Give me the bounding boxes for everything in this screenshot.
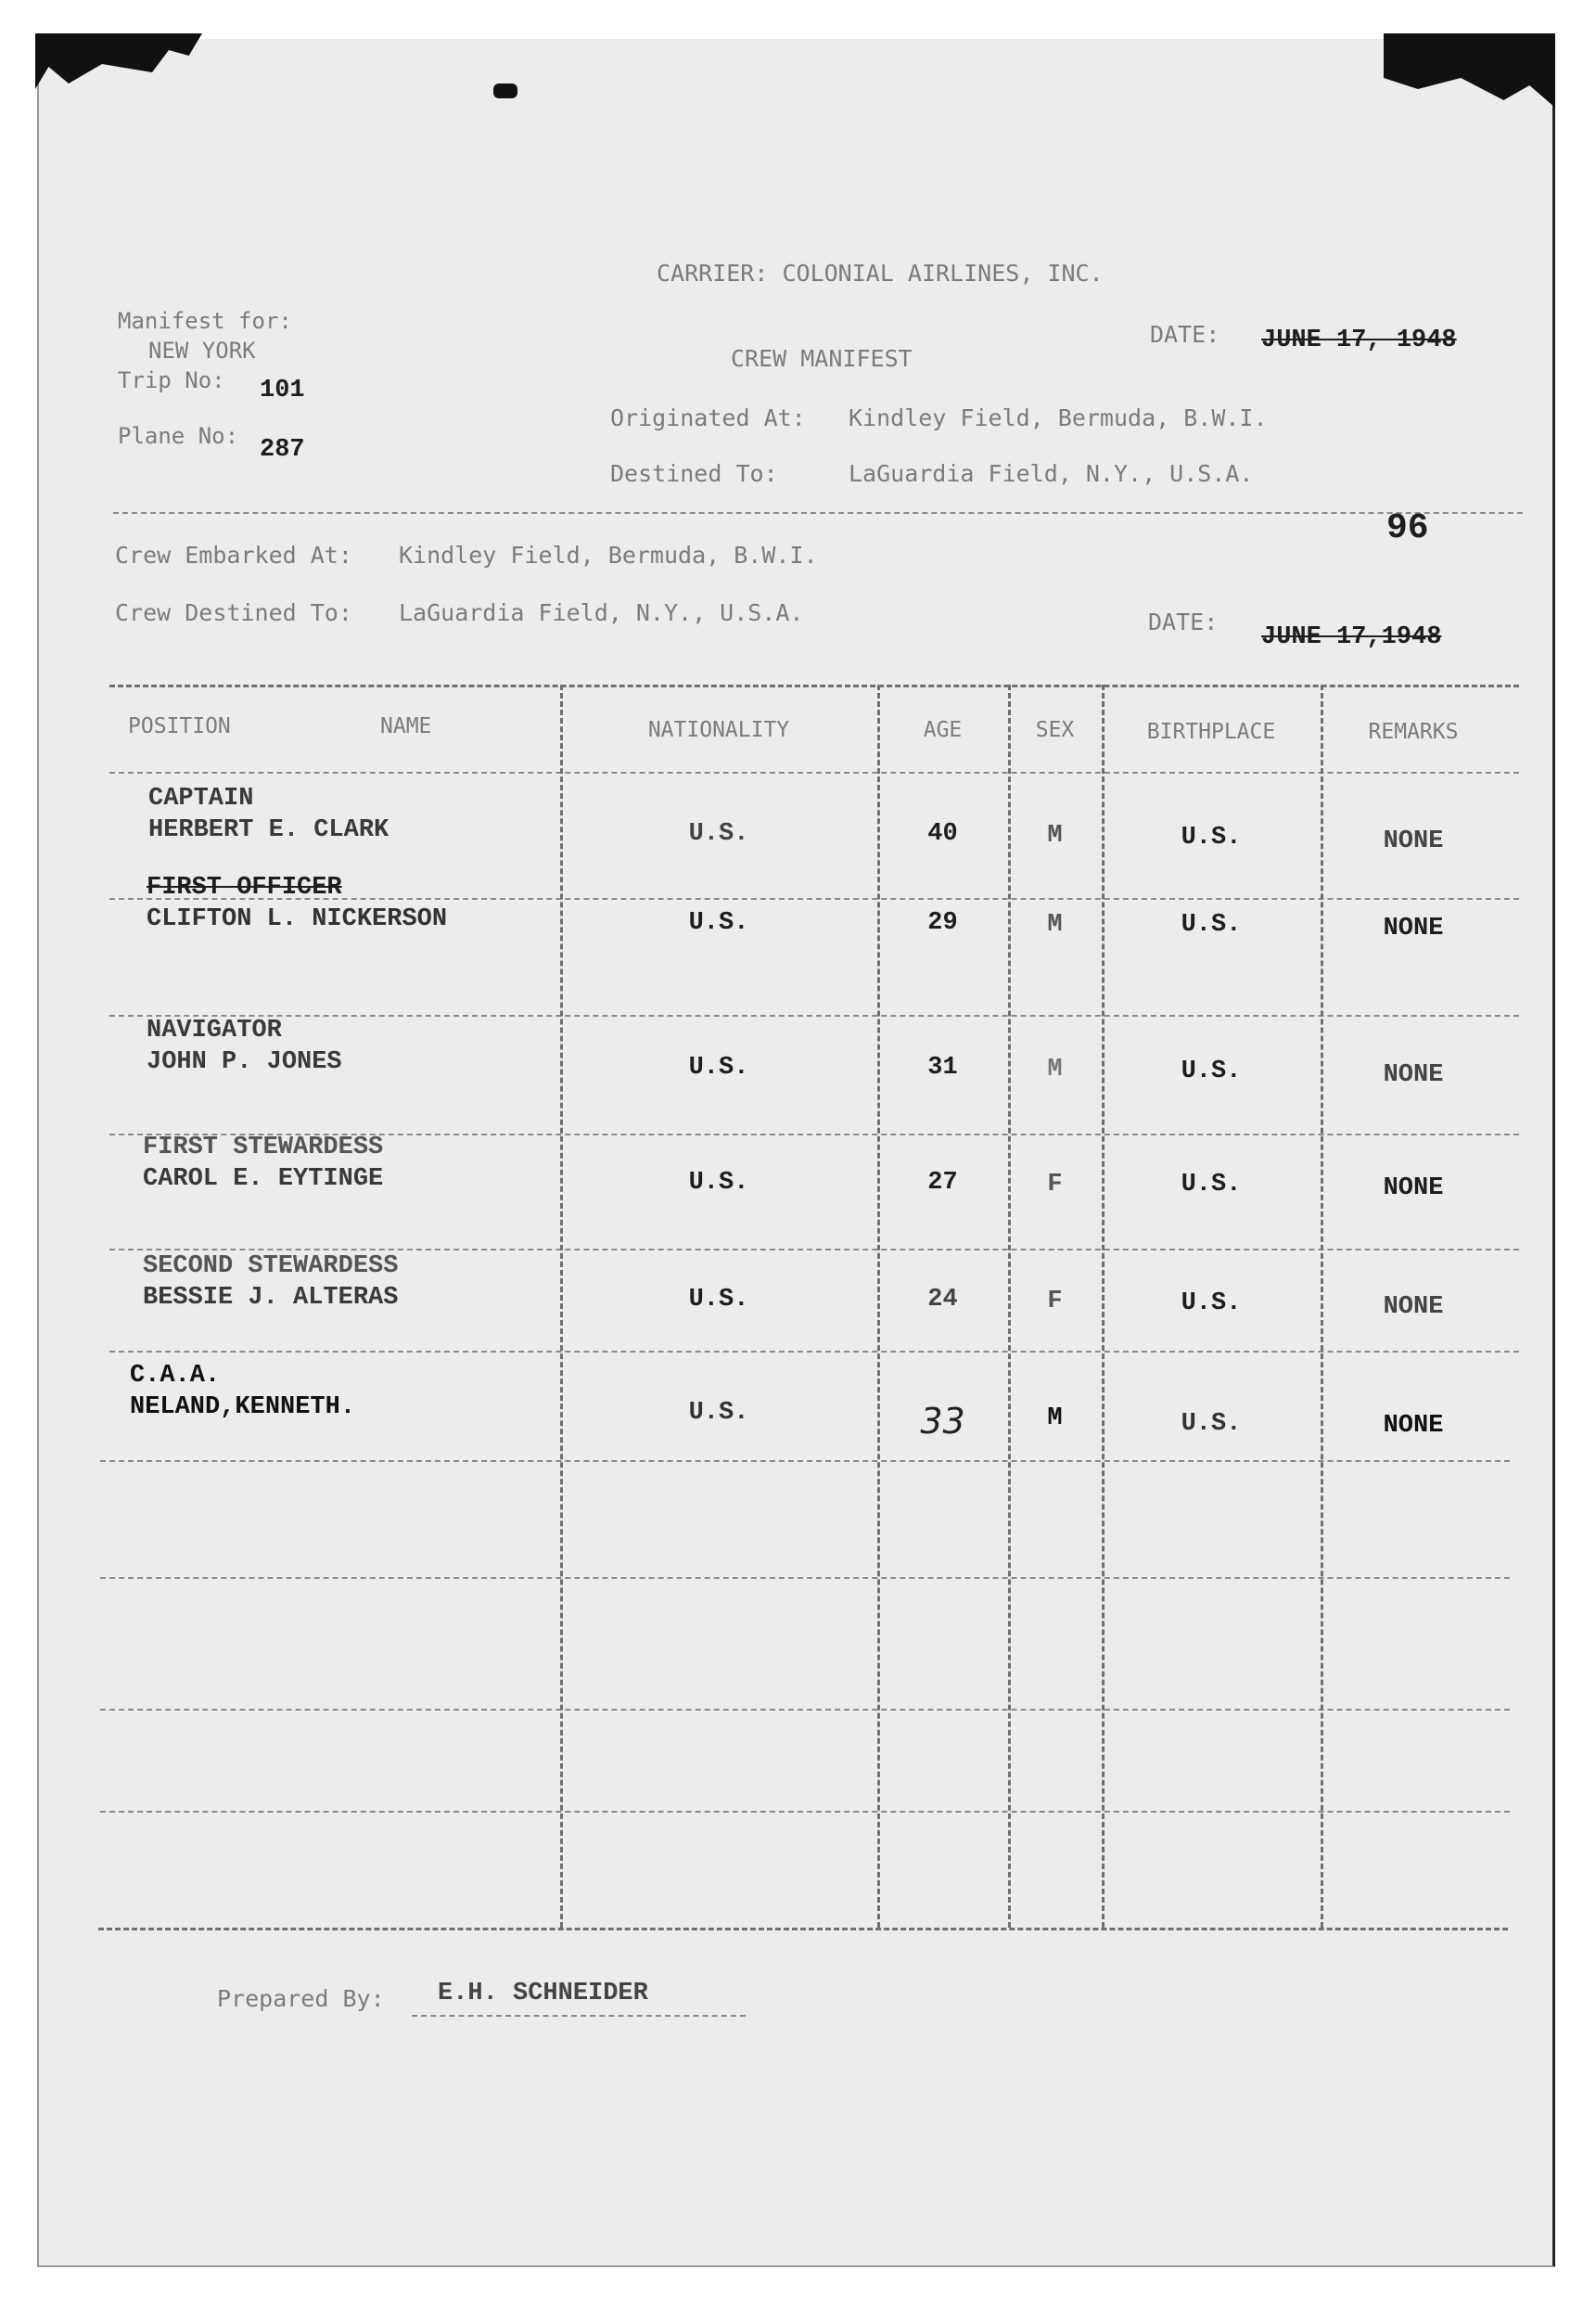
destined-label: Destined To: [610, 460, 778, 487]
date-label: DATE: [1150, 321, 1220, 348]
row-birthplace: U.S. [1181, 1058, 1242, 1085]
row-birthplace: U.S. [1181, 1171, 1242, 1199]
table-header-line [109, 772, 1519, 774]
manifest-for-value: NEW YORK [148, 338, 256, 364]
crew-destined-label: Crew Destined To: [115, 599, 352, 626]
row-remarks: NONE [1383, 1412, 1444, 1440]
header-divider [113, 512, 1523, 514]
originated-label: Originated At: [610, 404, 806, 431]
row-nationality: U.S. [688, 1399, 749, 1427]
carrier-line: CARRIER: COLONIAL AIRLINES, INC. [657, 260, 1104, 287]
row-sex: F [1047, 1171, 1063, 1199]
row-sex: M [1047, 911, 1063, 939]
scan-blot-left [35, 33, 202, 89]
row-remarks: NONE [1383, 1061, 1444, 1089]
row-age: 40 [927, 820, 958, 848]
row-line-4 [109, 1249, 1519, 1250]
crew-embarked-value: Kindley Field, Bermuda, B.W.I. [399, 542, 818, 569]
originated-value: Kindley Field, Bermuda, B.W.I. [849, 404, 1268, 431]
header-age: AGE [923, 718, 963, 742]
row-name: NELAND,KENNETH. [130, 1393, 356, 1421]
row-nationality: U.S. [688, 909, 749, 937]
row-nationality: U.S. [688, 820, 749, 848]
row-sex: M [1047, 1056, 1063, 1083]
row-position: FIRST STEWARDESS [143, 1134, 384, 1161]
signature-line [412, 2015, 746, 2017]
row-remarks: NONE [1383, 827, 1444, 855]
page-number: 96 [1386, 508, 1429, 548]
row-nationality: U.S. [688, 1169, 749, 1197]
row-line-8 [100, 1709, 1510, 1711]
row-name: JOHN P. JONES [147, 1048, 342, 1076]
row-birthplace: U.S. [1181, 824, 1242, 852]
header-remarks: REMARKS [1368, 720, 1459, 744]
row-nationality: U.S. [688, 1054, 749, 1082]
row-name: BESSIE J. ALTERAS [143, 1284, 399, 1312]
header-birthplace: BIRTHPLACE [1146, 720, 1276, 744]
row-age: 24 [927, 1286, 958, 1314]
table-top-line [109, 685, 1519, 687]
row-nationality: U.S. [688, 1286, 749, 1314]
row-line-5 [109, 1351, 1519, 1353]
row-remarks: NONE [1383, 1174, 1444, 1202]
row-line-7 [100, 1577, 1510, 1579]
scan-speck [493, 83, 517, 98]
header-sex: SEX [1035, 718, 1075, 742]
row-name: CAROL E. EYTINGE [143, 1165, 384, 1193]
row-age: 27 [927, 1169, 958, 1197]
row-line-2 [109, 1015, 1519, 1017]
header-name: NAME [380, 714, 432, 738]
trip-number: 101 [260, 377, 305, 404]
date-value: JUNE 17, 1948 [1261, 327, 1457, 354]
crew-destined-value: LaGuardia Field, N.Y., U.S.A. [399, 599, 804, 626]
crew-embarked-label: Crew Embarked At: [115, 542, 352, 569]
prepared-by-value: E.H. SCHNEIDER [438, 1980, 648, 2007]
row-sex: F [1047, 1288, 1063, 1315]
row-age-handwritten: 33 [920, 1401, 965, 1442]
row-sex: M [1047, 822, 1063, 850]
row-position: NAVIGATOR [147, 1017, 282, 1045]
header-position: POSITION [128, 714, 231, 738]
row-name: HERBERT E. CLARK [148, 816, 389, 844]
manifest-for-label: Manifest for: [118, 308, 292, 334]
header-nationality: NATIONALITY [647, 718, 790, 742]
row-line-6 [100, 1460, 1510, 1462]
table-bottom-line [98, 1928, 1508, 1930]
row-age: 29 [927, 909, 958, 937]
row-position: CAPTAIN [148, 785, 254, 813]
scan-blot-right [1384, 33, 1555, 108]
crew-date-label: DATE: [1148, 609, 1219, 635]
row-position: FIRST OFFICER [147, 874, 342, 902]
prepared-by-label: Prepared By: [217, 1985, 385, 2012]
trip-label: Trip No: [118, 367, 225, 393]
plane-number: 287 [260, 436, 305, 464]
row-sex: M [1047, 1404, 1063, 1432]
row-birthplace: U.S. [1181, 1289, 1242, 1317]
row-age: 31 [927, 1054, 958, 1082]
row-position: C.A.A. [130, 1362, 221, 1390]
manifest-title: CREW MANIFEST [731, 345, 913, 372]
row-remarks: NONE [1383, 915, 1444, 942]
row-birthplace: U.S. [1181, 911, 1242, 939]
row-remarks: NONE [1383, 1293, 1444, 1321]
crew-date-value: JUNE 17,1948 [1261, 623, 1442, 651]
destined-value: LaGuardia Field, N.Y., U.S.A. [849, 460, 1254, 487]
row-position: SECOND STEWARDESS [143, 1252, 399, 1280]
row-name: CLIFTON L. NICKERSON [147, 905, 448, 933]
row-birthplace: U.S. [1181, 1410, 1242, 1438]
row-line-9 [100, 1811, 1510, 1813]
plane-label: Plane No: [118, 423, 239, 449]
